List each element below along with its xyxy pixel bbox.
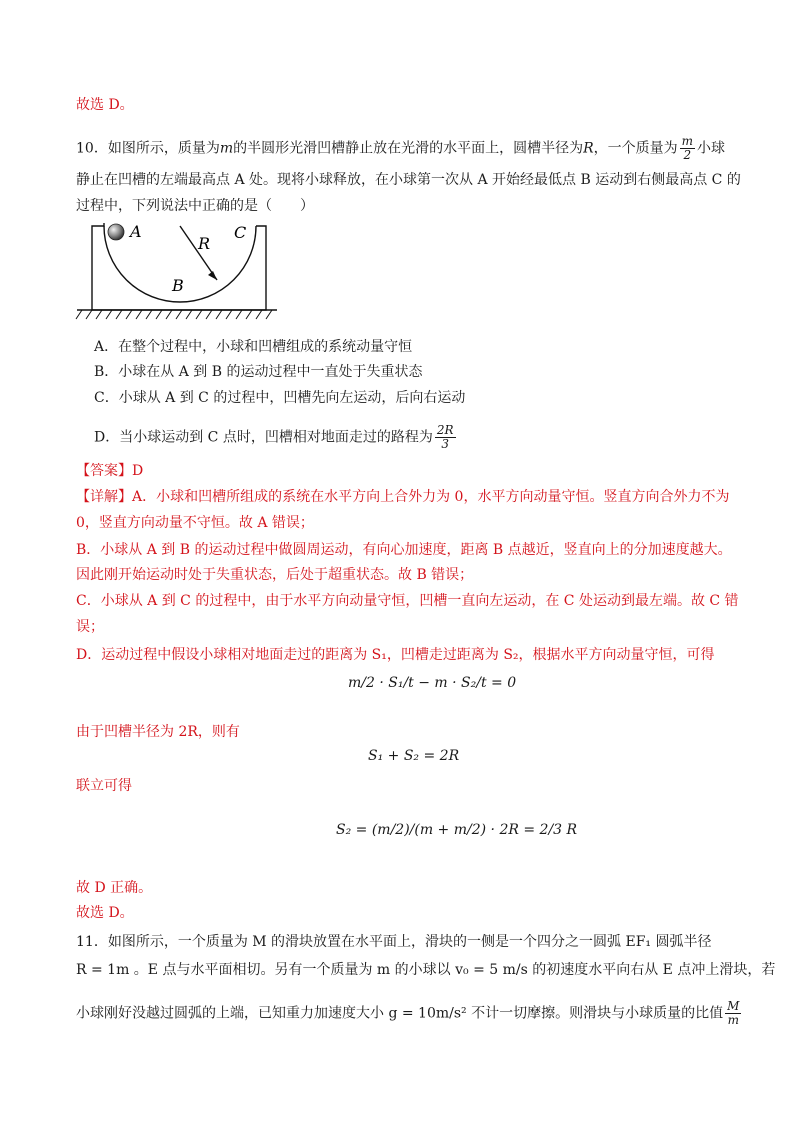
q10-option-b: B．小球在从 A 到 B 的运动过程中一直处于失重状态 (94, 364, 423, 380)
detail-line-4: 因此刚开始运动时处于失重状态，后处于超重状态。故 B 错误； (76, 567, 474, 583)
q10-stem-R: R (583, 140, 594, 157)
q10-frac-num: m (681, 134, 694, 148)
q11-line-1: 11．如图所示，一个质量为 M 的滑块放置在水平面上，滑块的一侧是一个四分之一圆弧 EF₁ 圆弧半径 (76, 934, 712, 950)
q10-stem-b: 的半圆形光滑凹槽静止放在光滑的水平面上，圆槽半径为 (233, 140, 584, 157)
q10-figure (72, 218, 282, 326)
q11-frac-num: M (727, 999, 740, 1013)
answer-label: 【答案】D (76, 463, 144, 479)
q10-option-a: A．在整个过程中，小球和凹槽组成的系统动量守恒 (94, 339, 413, 355)
detail-line-5: C．小球从 A 到 C 的过程中，由于水平方向动量守恒，凹槽一直向左运动，在 C 处运动到最左端。故 C 错 (76, 593, 739, 609)
detail-line-9: 联立可得 (76, 778, 132, 794)
q10-stem-a: 10．如图所示，质量为 (76, 140, 220, 157)
detail-line-1: 【详解】A．小球和凹槽所组成的系统在水平方向上合外力为 0，水平方向动量守恒。竖直方向合外力不为 (76, 489, 730, 505)
q10-stem-c: ，一个质量为 (593, 140, 678, 157)
q10-option-d-fraction (435, 424, 456, 451)
q10-option-c: C．小球从 A 到 C 的过程中，凹槽先向左运动，后向右运动 (94, 390, 466, 406)
detail-line-10: 故 D 正确。 (76, 880, 153, 896)
label-B: B (172, 276, 184, 295)
q10-option-d-num: 2R (436, 423, 454, 437)
q11-line-3 (76, 1000, 743, 1027)
q10-stem-m: m (219, 140, 234, 157)
detail-line-6: 误； (76, 619, 104, 635)
q11-frac-den: m (727, 1013, 739, 1027)
equation-3: S₂ = (m/2)/(m + m/2) · 2R = 2/3 R (336, 822, 578, 838)
q10-stem-line1 (76, 135, 725, 162)
label-A: A (130, 222, 142, 241)
q11-line-3-text: 小球刚好没越过圆弧的上端，已知重力加速度大小 g = 10m/s² 不计一切摩擦。则滑块与小球质量的比值 (76, 1005, 724, 1022)
detail-line-3: B．小球从 A 到 B 的运动过程中做圆周运动，有向心加速度，距离 B 点越近，竖直向上的分加速度越大。 (76, 542, 732, 558)
detail-line-11: 故选 D。 (76, 905, 134, 921)
detail-line-8: 由于凹槽半径为 2R，则有 (76, 724, 240, 740)
q10-mass-fraction (680, 135, 695, 162)
q10-stem-line2: 静止在凹槽的左端最高点 A 处。现将小球释放，在小球第一次从 A 开始经最低点 B 运动到右侧最高点 C 的 (76, 172, 741, 188)
previous-answer-line: 故选 D。 (76, 97, 134, 113)
label-C: C (234, 223, 247, 242)
q10-option-d-den: 3 (441, 437, 449, 451)
q10-option-d-text: D．当小球运动到 C 点时，凹槽相对地面走过的路程为 (94, 429, 433, 446)
q11-line-2: R = 1m 。E 点与水平面相切。另有一个质量为 m 的小球以 v₀ = 5 m/s 的初速度水平向右从 E 点冲上滑块，若 (76, 962, 776, 978)
q11-ratio-fraction (725, 1000, 741, 1027)
detail-line-7: D．运动过程中假设小球相对地面走过的距离为 S₁，凹槽走过距离为 S₂，根据水平方向动量守恒，可得 (76, 647, 715, 663)
equation-1: m/2 · S₁/t − m · S₂/t = 0 (348, 675, 517, 691)
equation-2: S₁ + S₂ = 2R (368, 748, 460, 764)
q10-stem-d: 小球 (697, 140, 726, 157)
left-wall (92, 223, 104, 310)
q10-stem-line3: 过程中，下列说法中正确的是（ ） (76, 198, 314, 214)
q10-frac-den: 2 (683, 148, 692, 162)
q10-option-d (94, 424, 458, 451)
label-R: R (198, 234, 211, 253)
ball (108, 224, 124, 240)
radius-arrowhead (208, 271, 217, 280)
detail-line-2: 0，竖直方向动量不守恒。故 A 错误； (76, 515, 314, 531)
